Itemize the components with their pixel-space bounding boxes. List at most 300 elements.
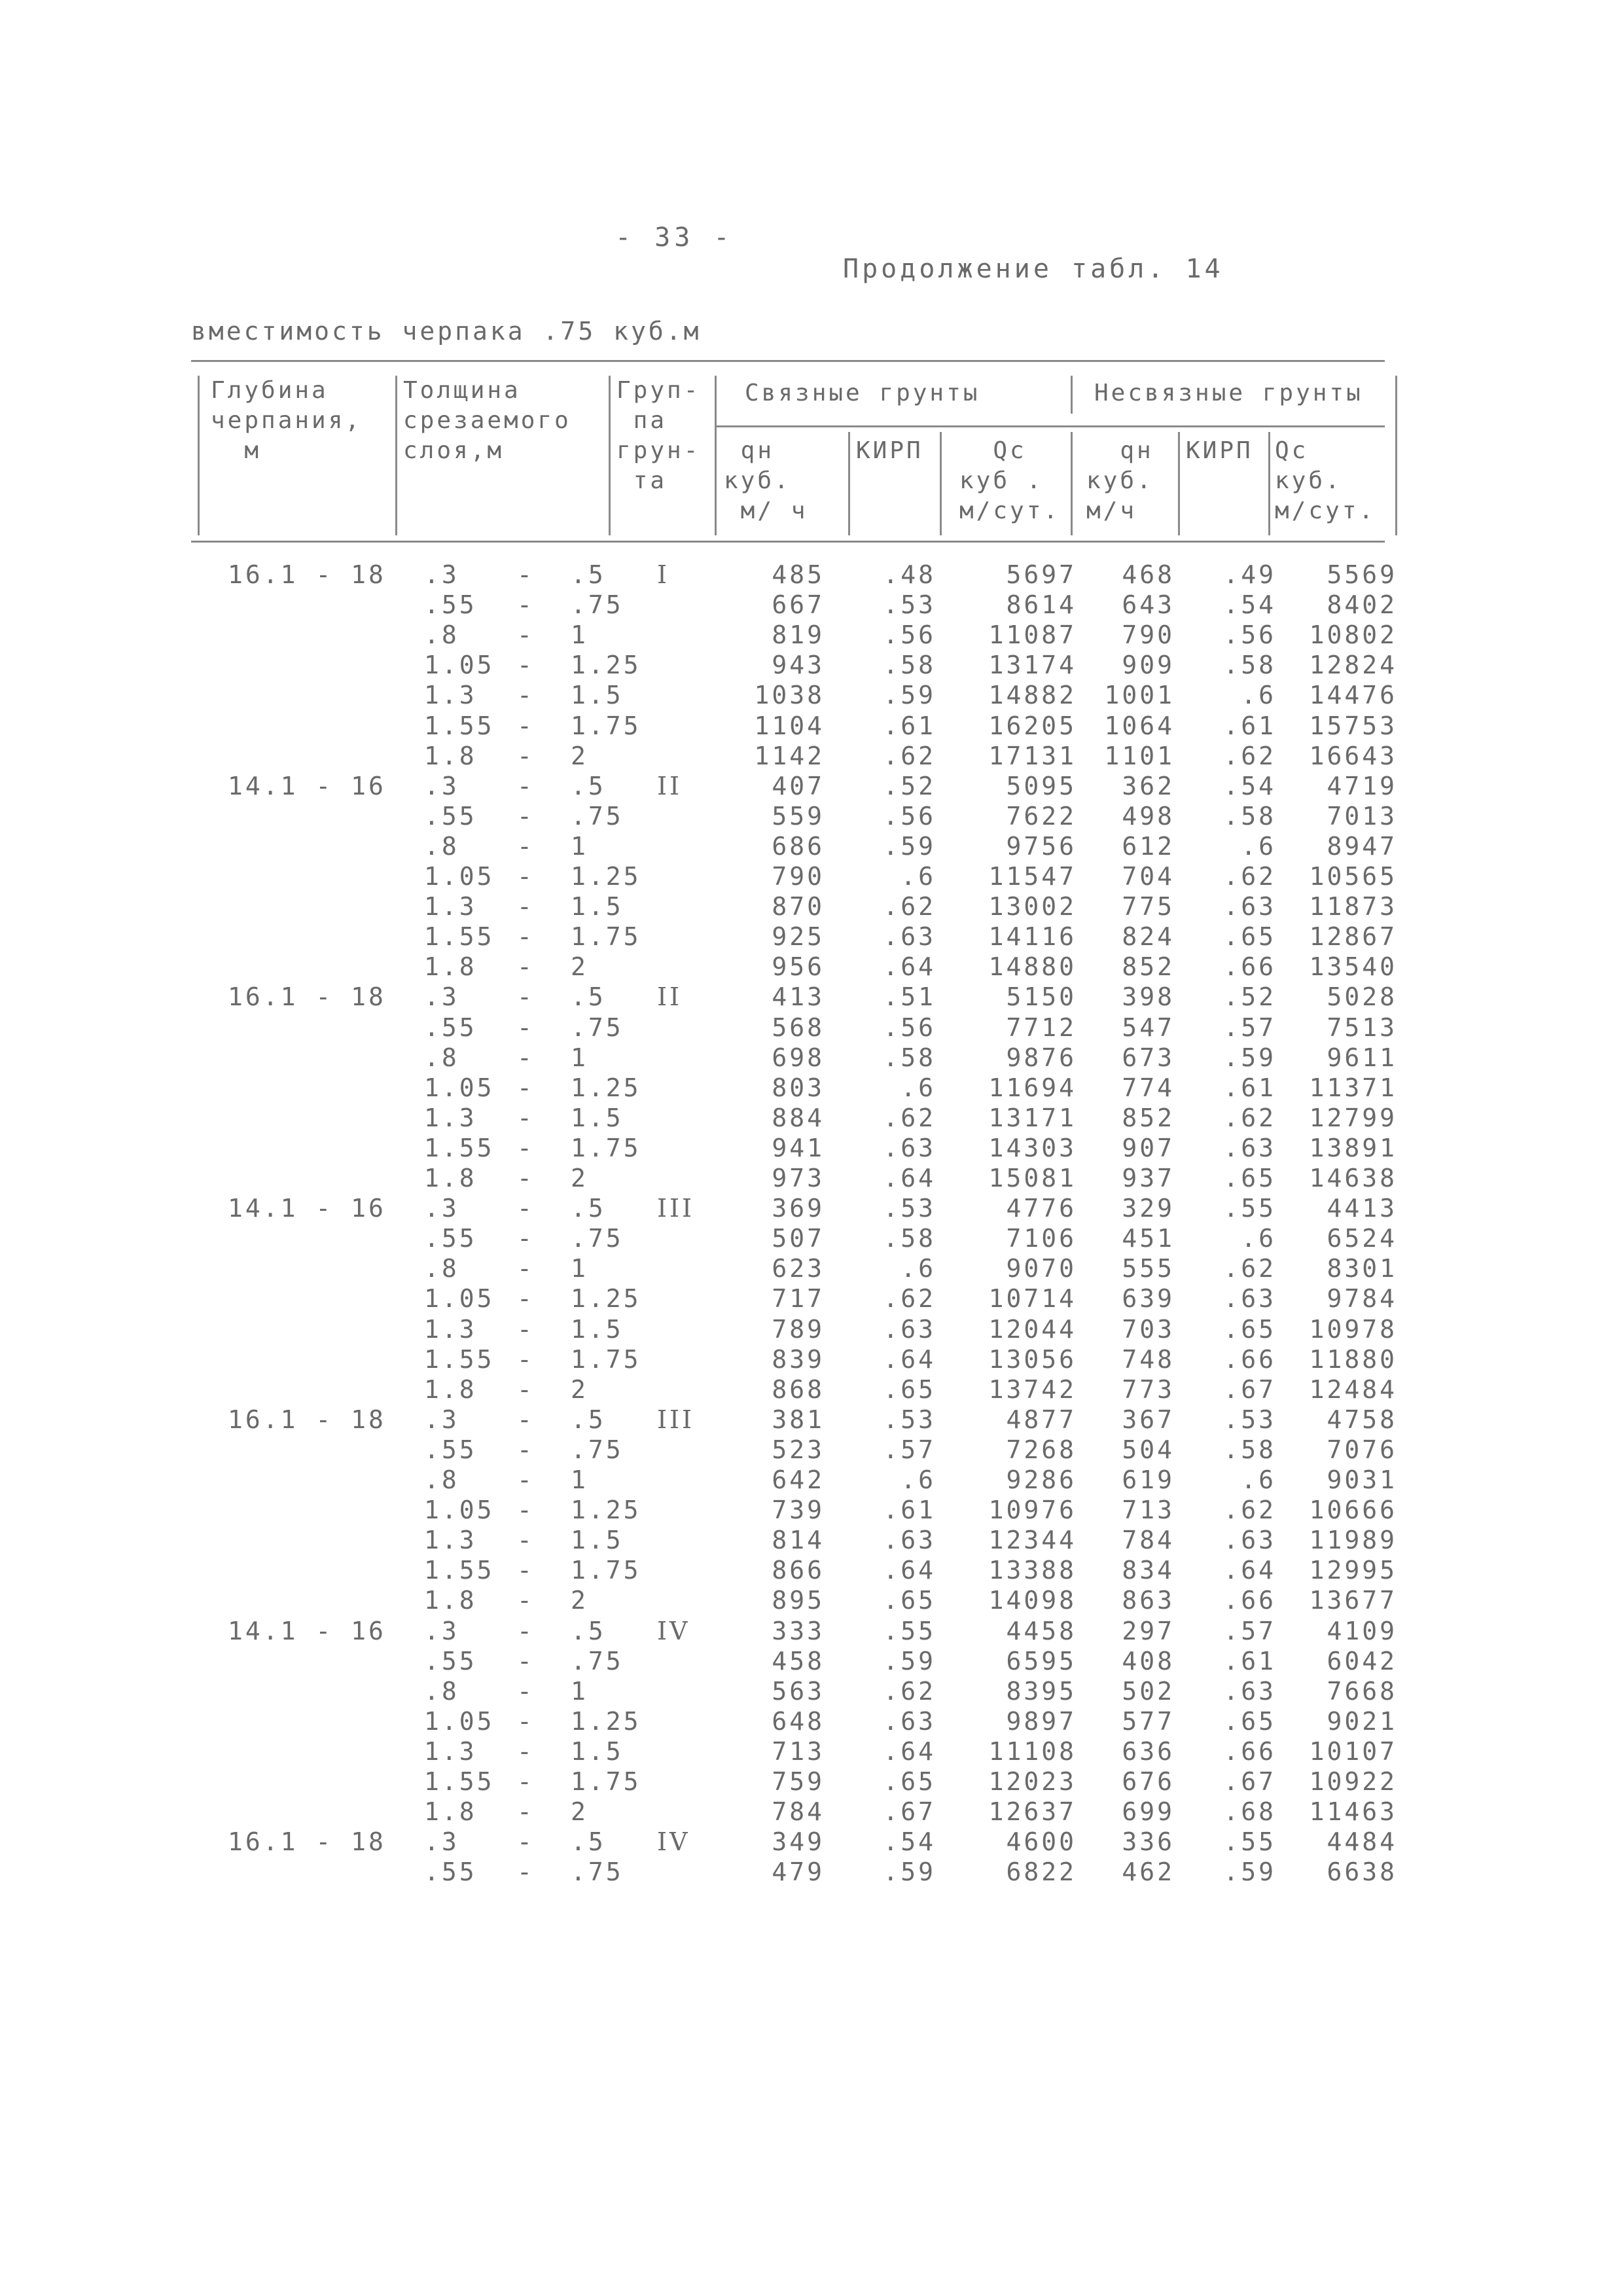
thickness-dash-cell: - <box>517 1677 535 1706</box>
kirp-noncohesive-cell: .54 <box>1223 590 1276 619</box>
thickness-dash-cell: - <box>517 1767 535 1796</box>
thickness-to-cell: .5 <box>571 1405 606 1434</box>
kirp-noncohesive-cell: .65 <box>1223 1707 1276 1736</box>
kirp-noncohesive-cell: .63 <box>1223 892 1276 921</box>
qn-cell: 507 <box>772 1224 825 1253</box>
kirp-cell: .53 <box>883 590 936 619</box>
qc-noncohesive-cell: 10107 <box>1309 1737 1397 1766</box>
qn-noncohesive-cell: 907 <box>1122 1134 1175 1162</box>
qn-cell: 925 <box>772 922 825 951</box>
thickness-to-cell: 1 <box>571 620 588 649</box>
thickness-from-cell: 1.05 <box>424 1284 495 1313</box>
header-kirp-noncohesive: КИРП <box>1186 437 1253 464</box>
thickness-from-cell: .55 <box>424 590 477 619</box>
thickness-from-cell: 1.3 <box>424 1737 477 1766</box>
thickness-to-cell: .75 <box>571 590 624 619</box>
qn-noncohesive-cell: 774 <box>1122 1073 1175 1102</box>
thickness-dash-cell: - <box>517 1435 535 1464</box>
kirp-noncohesive-cell: .53 <box>1223 1405 1276 1434</box>
qn-noncohesive-cell: 297 <box>1122 1617 1175 1645</box>
qn-cell: 759 <box>772 1767 825 1796</box>
qn-cell: 381 <box>772 1405 825 1434</box>
thickness-to-cell: 2 <box>571 742 588 770</box>
thickness-dash-cell: - <box>517 1194 535 1223</box>
depth-cell: 16.1 - 18 <box>228 560 386 589</box>
qn-noncohesive-cell: 612 <box>1122 832 1175 861</box>
qc-noncohesive-cell: 11463 <box>1309 1797 1397 1826</box>
table-row <box>0 892 1623 922</box>
qn-cell: 790 <box>772 862 825 891</box>
qc-noncohesive-cell: 14638 <box>1309 1164 1397 1193</box>
table-row <box>0 1103 1623 1134</box>
qc-noncohesive-cell: 12484 <box>1309 1375 1397 1404</box>
qn-noncohesive-cell: 502 <box>1122 1677 1175 1706</box>
qn-cell: 559 <box>772 802 825 831</box>
header-divider <box>848 432 850 535</box>
kirp-noncohesive-cell: .67 <box>1223 1767 1276 1796</box>
qn-noncohesive-cell: 775 <box>1122 892 1175 921</box>
table-row <box>0 1526 1623 1556</box>
qc-cell: 9070 <box>1006 1254 1077 1283</box>
qc-noncohesive-cell: 10666 <box>1309 1496 1397 1524</box>
qc-cell: 7268 <box>1006 1435 1077 1464</box>
thickness-dash-cell: - <box>517 711 535 740</box>
header-qc: Qс куб . м/сут. <box>959 437 1061 524</box>
kirp-noncohesive-cell: .63 <box>1223 1134 1276 1162</box>
qc-cell: 15081 <box>988 1164 1077 1193</box>
qc-cell: 14116 <box>988 922 1077 951</box>
table-row <box>0 560 1623 590</box>
qc-cell: 4776 <box>1006 1194 1077 1223</box>
thickness-to-cell: 2 <box>571 952 588 981</box>
thickness-to-cell: .75 <box>571 1013 624 1042</box>
thickness-from-cell: .3 <box>424 1827 459 1856</box>
thickness-to-cell: 1.75 <box>571 922 641 951</box>
soil-group-cell: II <box>657 982 683 1011</box>
kirp-noncohesive-cell: .62 <box>1223 862 1276 891</box>
kirp-noncohesive-cell: .63 <box>1223 1526 1276 1554</box>
depth-cell: 16.1 - 18 <box>228 982 386 1011</box>
qc-cell: 12023 <box>988 1767 1077 1796</box>
qn-noncohesive-cell: 852 <box>1122 1103 1175 1132</box>
qc-noncohesive-cell: 7668 <box>1327 1677 1397 1706</box>
thickness-dash-cell: - <box>517 1345 535 1374</box>
thickness-dash-cell: - <box>517 590 535 619</box>
qn-noncohesive-cell: 504 <box>1122 1435 1175 1464</box>
header-kirp: КИРП <box>856 437 923 464</box>
kirp-cell: .61 <box>883 1496 936 1524</box>
table-row <box>0 862 1623 892</box>
header-cohesive-soils: Связные грунты <box>745 380 980 406</box>
thickness-dash-cell: - <box>517 1586 535 1615</box>
thickness-dash-cell: - <box>517 1134 535 1162</box>
qn-cell: 814 <box>772 1526 825 1554</box>
table-row <box>0 1073 1623 1103</box>
table-row <box>0 1737 1623 1767</box>
soil-group-cell: III <box>657 1194 695 1223</box>
thickness-from-cell: 1.55 <box>424 711 495 740</box>
thickness-from-cell: 1.8 <box>424 1797 477 1826</box>
kirp-cell: .59 <box>883 1857 936 1886</box>
thickness-from-cell: 1.8 <box>424 952 477 981</box>
qc-noncohesive-cell: 11880 <box>1309 1345 1397 1374</box>
qn-noncohesive-cell: 673 <box>1122 1043 1175 1072</box>
thickness-from-cell: .55 <box>424 1857 477 1886</box>
qc-noncohesive-cell: 7076 <box>1327 1435 1397 1464</box>
header-noncohesive-soils: Несвязные грунты <box>1094 380 1363 406</box>
thickness-dash-cell: - <box>517 832 535 861</box>
kirp-cell: .52 <box>883 772 936 800</box>
qc-noncohesive-cell: 10978 <box>1309 1315 1397 1344</box>
qc-noncohesive-cell: 11873 <box>1309 892 1397 921</box>
header-qc-noncohesive: Qс куб. м/сут. <box>1275 437 1376 524</box>
qc-cell: 9876 <box>1006 1043 1077 1072</box>
thickness-from-cell: 1.8 <box>424 1375 477 1404</box>
table-row <box>0 1164 1623 1194</box>
qn-noncohesive-cell: 577 <box>1122 1707 1175 1736</box>
qn-cell: 784 <box>772 1797 825 1826</box>
qc-noncohesive-cell: 10802 <box>1309 620 1397 649</box>
kirp-cell: .55 <box>883 1617 936 1645</box>
table-row <box>0 1465 1623 1496</box>
qc-cell: 9756 <box>1006 832 1077 861</box>
table-row <box>0 1857 1623 1888</box>
table-row <box>0 1556 1623 1586</box>
thickness-from-cell: .3 <box>424 1194 459 1223</box>
qn-cell: 523 <box>772 1435 825 1464</box>
header-sub-rule <box>715 425 1385 427</box>
thickness-to-cell: 2 <box>571 1797 588 1826</box>
thickness-from-cell: 1.3 <box>424 1315 477 1344</box>
thickness-from-cell: 1.3 <box>424 1526 477 1554</box>
kirp-noncohesive-cell: .68 <box>1223 1797 1276 1826</box>
page-number: - 33 - <box>615 223 734 253</box>
kirp-cell: .65 <box>883 1375 936 1404</box>
qc-noncohesive-cell: 15753 <box>1309 711 1397 740</box>
table-row <box>0 1435 1623 1465</box>
header-divider <box>609 376 611 535</box>
thickness-to-cell: 1 <box>571 1677 588 1706</box>
kirp-cell: .62 <box>883 1284 936 1313</box>
qn-cell: 739 <box>772 1496 825 1524</box>
soil-group-cell: III <box>657 1405 695 1434</box>
qc-cell: 12344 <box>988 1526 1077 1554</box>
kirp-cell: .6 <box>901 1465 936 1494</box>
thickness-dash-cell: - <box>517 1043 535 1072</box>
qc-cell: 14303 <box>988 1134 1077 1162</box>
thickness-from-cell: .8 <box>424 1465 459 1494</box>
qn-noncohesive-cell: 329 <box>1122 1194 1175 1223</box>
qn-cell: 870 <box>772 892 825 921</box>
qc-noncohesive-cell: 4484 <box>1327 1827 1397 1856</box>
thickness-from-cell: .8 <box>424 1677 459 1706</box>
kirp-cell: .63 <box>883 922 936 951</box>
qc-cell: 13742 <box>988 1375 1077 1404</box>
qn-noncohesive-cell: 1064 <box>1104 711 1175 740</box>
thickness-dash-cell: - <box>517 1617 535 1645</box>
qc-noncohesive-cell: 4109 <box>1327 1617 1397 1645</box>
soil-group-cell: IV <box>657 1827 690 1856</box>
qn-noncohesive-cell: 639 <box>1122 1284 1175 1313</box>
header-divider <box>1178 432 1180 535</box>
kirp-cell: .57 <box>883 1435 936 1464</box>
kirp-noncohesive-cell: .64 <box>1223 1556 1276 1585</box>
thickness-to-cell: .75 <box>571 1435 624 1464</box>
thickness-dash-cell: - <box>517 1315 535 1344</box>
thickness-to-cell: .75 <box>571 802 624 831</box>
thickness-dash-cell: - <box>517 1556 535 1585</box>
kirp-noncohesive-cell: .58 <box>1223 651 1276 679</box>
qc-noncohesive-cell: 7013 <box>1327 802 1397 831</box>
qn-cell: 717 <box>772 1284 825 1313</box>
qc-cell: 16205 <box>988 711 1077 740</box>
kirp-cell: .61 <box>883 711 936 740</box>
qn-cell: 698 <box>772 1043 825 1072</box>
qn-cell: 407 <box>772 772 825 800</box>
qc-noncohesive-cell: 16643 <box>1309 742 1397 770</box>
qc-noncohesive-cell: 9021 <box>1327 1707 1397 1736</box>
table-row <box>0 1254 1623 1284</box>
thickness-to-cell: .75 <box>571 1857 624 1886</box>
kirp-cell: .56 <box>883 620 936 649</box>
table-row <box>0 982 1623 1013</box>
thickness-from-cell: .3 <box>424 560 459 589</box>
table-row <box>0 590 1623 620</box>
thickness-dash-cell: - <box>517 1857 535 1886</box>
kirp-noncohesive-cell: .63 <box>1223 1284 1276 1313</box>
table-row <box>0 1496 1623 1526</box>
kirp-cell: .64 <box>883 1345 936 1374</box>
kirp-noncohesive-cell: .62 <box>1223 1103 1276 1132</box>
kirp-noncohesive-cell: .61 <box>1223 711 1276 740</box>
kirp-noncohesive-cell: .54 <box>1223 772 1276 800</box>
header-divider <box>1395 376 1397 535</box>
qn-cell: 349 <box>772 1827 825 1856</box>
kirp-cell: .64 <box>883 1164 936 1193</box>
qn-noncohesive-cell: 408 <box>1122 1647 1175 1676</box>
thickness-dash-cell: - <box>517 681 535 709</box>
thickness-to-cell: 1.5 <box>571 1526 624 1554</box>
table-row <box>0 1617 1623 1647</box>
qn-noncohesive-cell: 704 <box>1122 862 1175 891</box>
thickness-from-cell: 1.8 <box>424 742 477 770</box>
qn-cell: 895 <box>772 1586 825 1615</box>
qc-noncohesive-cell: 9784 <box>1327 1284 1397 1313</box>
qc-cell: 5697 <box>1006 560 1077 589</box>
bucket-capacity: вместимость черпака .75 куб.м <box>191 317 702 346</box>
thickness-from-cell: .8 <box>424 1254 459 1283</box>
qn-noncohesive-cell: 676 <box>1122 1767 1175 1796</box>
kirp-noncohesive-cell: .58 <box>1223 1435 1276 1464</box>
qc-cell: 6595 <box>1006 1647 1077 1676</box>
qc-cell: 10714 <box>988 1284 1077 1313</box>
qc-cell: 14882 <box>988 681 1077 709</box>
header-divider <box>198 376 200 535</box>
qn-cell: 1104 <box>754 711 825 740</box>
kirp-noncohesive-cell: .62 <box>1223 1496 1276 1524</box>
thickness-to-cell: 1.75 <box>571 1556 641 1585</box>
header-bottom-rule <box>191 541 1385 543</box>
qn-cell: 956 <box>772 952 825 981</box>
thickness-dash-cell: - <box>517 862 535 891</box>
qc-cell: 8614 <box>1006 590 1077 619</box>
thickness-to-cell: .5 <box>571 772 606 800</box>
qc-noncohesive-cell: 4413 <box>1327 1194 1397 1223</box>
qc-cell: 4600 <box>1006 1827 1077 1856</box>
thickness-dash-cell: - <box>517 1647 535 1676</box>
thickness-to-cell: 1.5 <box>571 1315 624 1344</box>
kirp-noncohesive-cell: .65 <box>1223 1315 1276 1344</box>
kirp-noncohesive-cell: .55 <box>1223 1194 1276 1223</box>
qc-noncohesive-cell: 13891 <box>1309 1134 1397 1162</box>
thickness-dash-cell: - <box>517 560 535 589</box>
kirp-noncohesive-cell: .62 <box>1223 1254 1276 1283</box>
qc-noncohesive-cell: 8301 <box>1327 1254 1397 1283</box>
qc-cell: 11694 <box>988 1073 1077 1102</box>
qn-noncohesive-cell: 555 <box>1122 1254 1175 1283</box>
kirp-cell: .58 <box>883 1224 936 1253</box>
kirp-cell: .65 <box>883 1767 936 1796</box>
qc-cell: 9286 <box>1006 1465 1077 1494</box>
qc-noncohesive-cell: 13540 <box>1309 952 1397 981</box>
qn-cell: 884 <box>772 1103 825 1132</box>
qc-noncohesive-cell: 6042 <box>1327 1647 1397 1676</box>
thickness-dash-cell: - <box>517 1707 535 1736</box>
kirp-cell: .59 <box>883 832 936 861</box>
qc-noncohesive-cell: 7513 <box>1327 1013 1397 1042</box>
table-row <box>0 1375 1623 1405</box>
thickness-dash-cell: - <box>517 802 535 831</box>
table-continuation: Продолжение табл. 14 <box>843 254 1224 284</box>
kirp-cell: .64 <box>883 1556 936 1585</box>
thickness-from-cell: .55 <box>424 1224 477 1253</box>
qc-cell: 11087 <box>988 620 1077 649</box>
kirp-noncohesive-cell: .57 <box>1223 1617 1276 1645</box>
thickness-from-cell: 1.55 <box>424 1134 495 1162</box>
thickness-dash-cell: - <box>517 1375 535 1404</box>
table-row <box>0 742 1623 772</box>
qc-cell: 13171 <box>988 1103 1077 1132</box>
header-group: Груп- па грун- та <box>616 377 701 494</box>
qc-cell: 4877 <box>1006 1405 1077 1434</box>
thickness-from-cell: 1.3 <box>424 681 477 709</box>
table-row <box>0 772 1623 802</box>
qc-cell: 7622 <box>1006 802 1077 831</box>
qc-cell: 11108 <box>988 1737 1077 1766</box>
thickness-to-cell: 2 <box>571 1375 588 1404</box>
thickness-from-cell: 1.05 <box>424 1073 495 1102</box>
thickness-dash-cell: - <box>517 651 535 679</box>
qc-cell: 14880 <box>988 952 1077 981</box>
qn-noncohesive-cell: 1001 <box>1104 681 1175 709</box>
thickness-dash-cell: - <box>517 1465 535 1494</box>
table-row <box>0 1797 1623 1827</box>
qn-cell: 866 <box>772 1556 825 1585</box>
qc-cell: 13056 <box>988 1345 1077 1374</box>
qn-noncohesive-cell: 784 <box>1122 1526 1175 1554</box>
kirp-noncohesive-cell: .6 <box>1241 681 1276 709</box>
thickness-from-cell: 1.55 <box>424 1767 495 1796</box>
kirp-cell: .53 <box>883 1194 936 1223</box>
thickness-to-cell: .75 <box>571 1647 624 1676</box>
thickness-dash-cell: - <box>517 952 535 981</box>
qc-cell: 14098 <box>988 1586 1077 1615</box>
table-row <box>0 1315 1623 1345</box>
table-row <box>0 711 1623 742</box>
thickness-to-cell: 1.25 <box>571 651 641 679</box>
thickness-dash-cell: - <box>517 742 535 770</box>
qn-noncohesive-cell: 547 <box>1122 1013 1175 1042</box>
thickness-dash-cell: - <box>517 1496 535 1524</box>
soil-group-cell: II <box>657 772 683 800</box>
thickness-dash-cell: - <box>517 1405 535 1434</box>
qn-cell: 1038 <box>754 681 825 709</box>
qn-noncohesive-cell: 713 <box>1122 1496 1175 1524</box>
header-divider <box>715 376 717 535</box>
header-thickness: Толщина срезаемого слоя,м <box>403 377 571 464</box>
thickness-from-cell: .8 <box>424 832 459 861</box>
kirp-noncohesive-cell: .6 <box>1241 832 1276 861</box>
depth-cell: 14.1 - 16 <box>228 772 386 800</box>
thickness-from-cell: 1.3 <box>424 1103 477 1132</box>
table-row <box>0 1224 1623 1254</box>
kirp-noncohesive-cell: .61 <box>1223 1073 1276 1102</box>
thickness-to-cell: 1.5 <box>571 892 624 921</box>
table-row <box>0 651 1623 681</box>
thickness-from-cell: 1.8 <box>424 1164 477 1193</box>
thickness-to-cell: .75 <box>571 1224 624 1253</box>
kirp-noncohesive-cell: .63 <box>1223 1677 1276 1706</box>
qc-noncohesive-cell: 12824 <box>1309 651 1397 679</box>
qc-cell: 6822 <box>1006 1857 1077 1886</box>
thickness-to-cell: 1.25 <box>571 1284 641 1313</box>
table-row <box>0 1647 1623 1677</box>
qc-noncohesive-cell: 14476 <box>1309 681 1397 709</box>
thickness-dash-cell: - <box>517 1284 535 1313</box>
kirp-cell: .67 <box>883 1797 936 1826</box>
table-row <box>0 1194 1623 1224</box>
depth-cell: 14.1 - 16 <box>228 1617 386 1645</box>
qn-noncohesive-cell: 773 <box>1122 1375 1175 1404</box>
thickness-from-cell: .8 <box>424 1043 459 1072</box>
thickness-from-cell: .3 <box>424 772 459 800</box>
thickness-dash-cell: - <box>517 1827 535 1856</box>
kirp-noncohesive-cell: .67 <box>1223 1375 1276 1404</box>
qn-cell: 1142 <box>754 742 825 770</box>
qc-noncohesive-cell: 12799 <box>1309 1103 1397 1132</box>
qc-noncohesive-cell: 6638 <box>1327 1857 1397 1886</box>
thickness-to-cell: 2 <box>571 1586 588 1615</box>
kirp-cell: .62 <box>883 892 936 921</box>
thickness-to-cell: 1.25 <box>571 1707 641 1736</box>
kirp-cell: .58 <box>883 651 936 679</box>
soil-group-cell: IV <box>657 1617 690 1645</box>
thickness-from-cell: 1.55 <box>424 922 495 951</box>
qn-noncohesive-cell: 937 <box>1122 1164 1175 1193</box>
qn-cell: 485 <box>772 560 825 589</box>
kirp-cell: .6 <box>901 1073 936 1102</box>
thickness-to-cell: .5 <box>571 1617 606 1645</box>
qc-noncohesive-cell: 13677 <box>1309 1586 1397 1615</box>
kirp-cell: .62 <box>883 1103 936 1132</box>
header-divider <box>940 432 942 535</box>
kirp-noncohesive-cell: .62 <box>1223 742 1276 770</box>
qn-noncohesive-cell: 703 <box>1122 1315 1175 1344</box>
qn-noncohesive-cell: 462 <box>1122 1857 1175 1886</box>
thickness-to-cell: 1.5 <box>571 1737 624 1766</box>
qc-noncohesive-cell: 9611 <box>1327 1043 1397 1072</box>
header-top-rule <box>191 360 1385 362</box>
